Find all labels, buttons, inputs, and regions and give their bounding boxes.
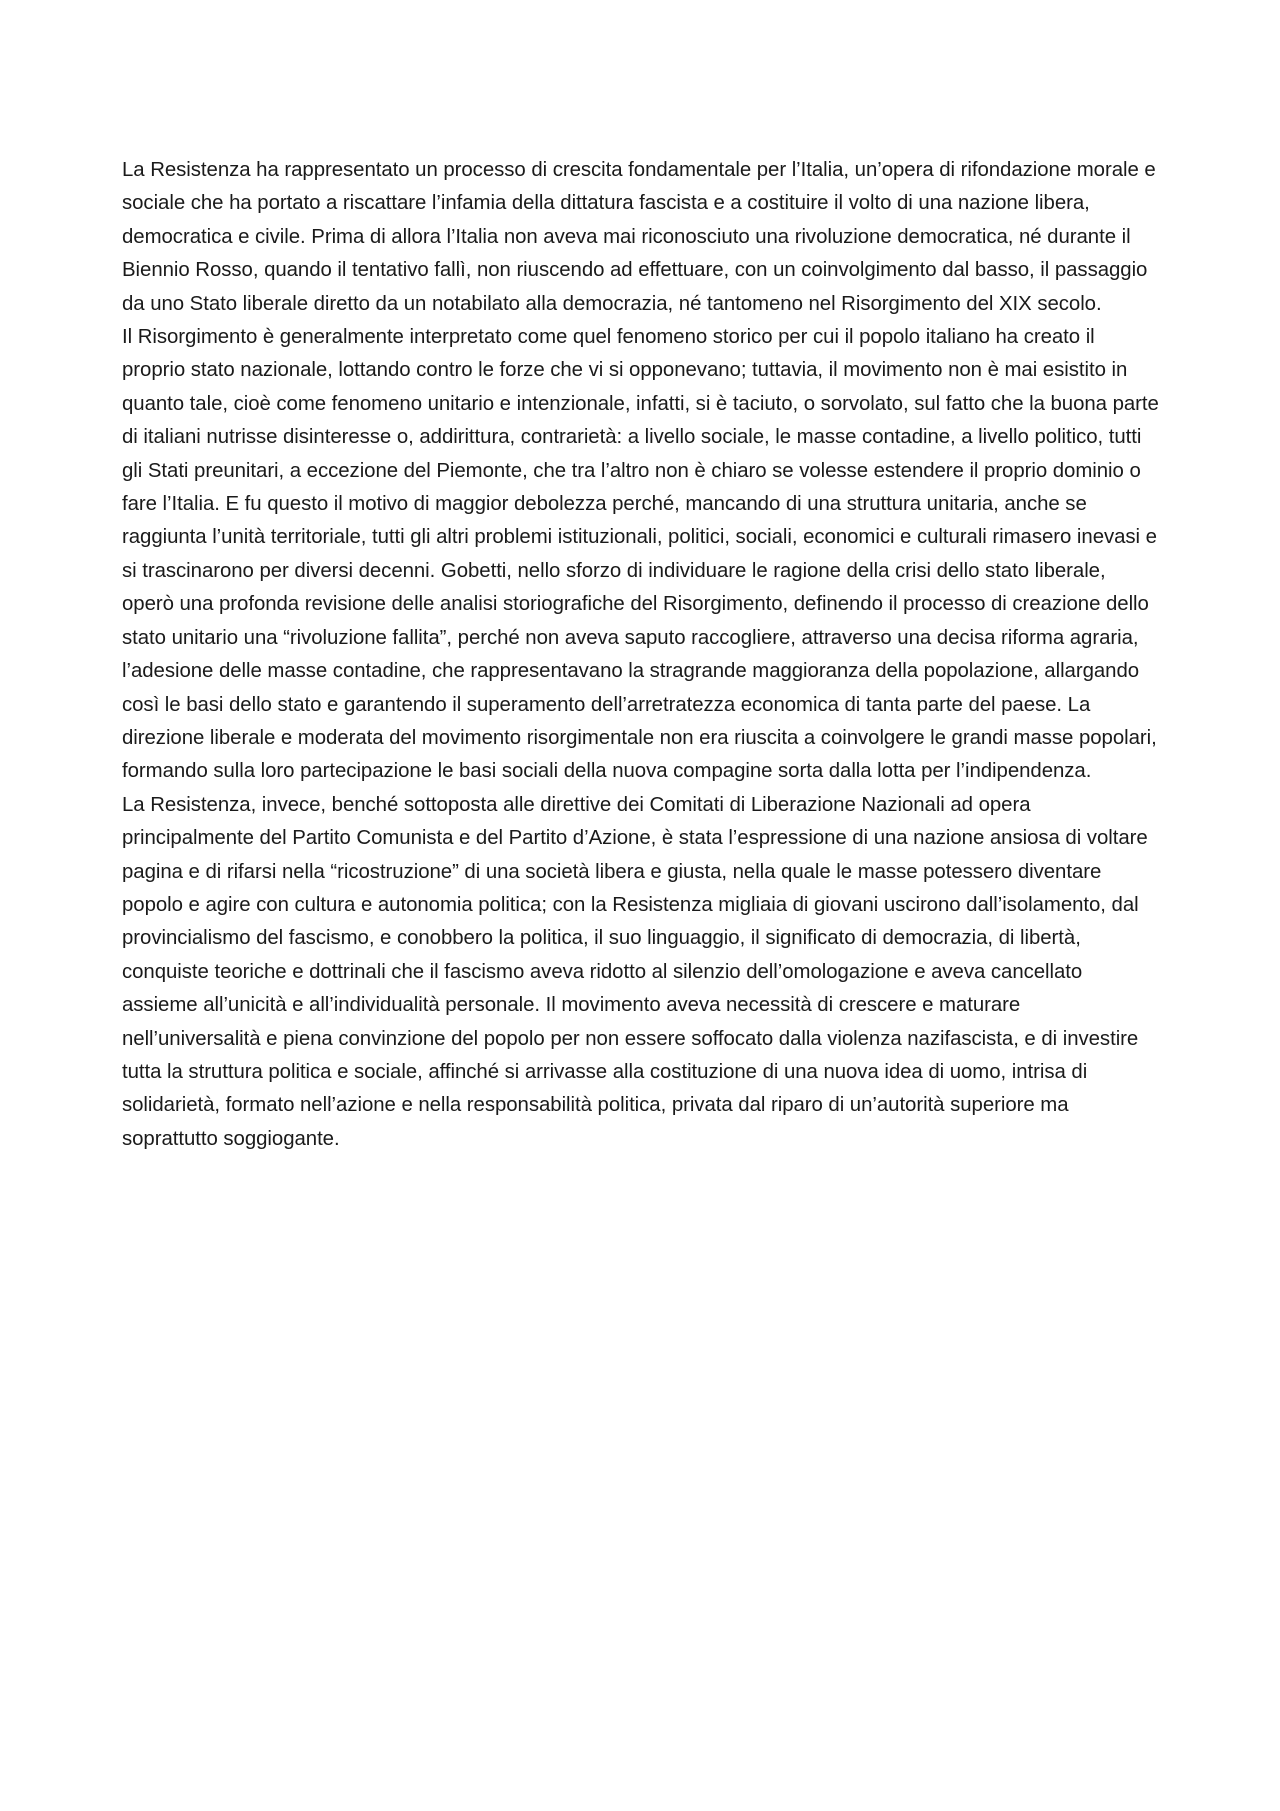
paragraph-resistenza-invece: La Resistenza, invece, benché sottoposta alle direttive dei Comitati di Liberazione Nazionali ad opera principalmente del Partito Comunista e del Partito d’Azione, è stata l’espressione di una nazione ansiosa di voltare pagina e di rifarsi nella “ricostruzione” di una società libera e giusta, nella quale le masse potessero diventare popolo e agire con cultura e autonomia politica; con la Resistenza migliaia di giovani uscirono dall’isolamento, dal provincialismo del fascismo, e conobbero la politica, il suo linguaggio, il significato di democrazia, di libertà, conquiste teoriche e dottrinali che il fascismo aveva ridotto al silenzio dell’omologazione e aveva cancellato assieme all’unicità e all’individualità personale. Il movimento aveva necessità di crescere e maturare nell’universalità e piena convinzione del popolo per non essere soffocato dalla violenza nazifascista, e di investire tutta la struttura politica e sociale, affinché si arrivasse alla costituzione di una nuova idea di uomo, intrisa di solidarietà, formato nell’azione e nella responsabilità politica, privata dal riparo di un’autorità superiore ma soprattutto soggiogante. [122, 793, 1148, 1150]
paragraph-resistenza-intro: La Resistenza ha rappresentato un processo di crescita fondamentale per l’Italia, un’opera di rifondazione morale e sociale che ha portato a riscattare l’infamia della dittatura fascista e a costituire il volto di una nazione libera, democratica e civile. Prima di allora l’Italia non aveva mai riconosciuto una rivoluzione democratica, né durante il Biennio Rosso, quando il tentativo fallì, non riuscendo ad effettuare, con un coinvolgimento dal basso, il passaggio da uno Stato liberale diretto da un notabilato alla democrazia, né tantomeno nel Risorgimento del XIX secolo. [122, 159, 1156, 315]
document-body [122, 154, 1162, 1156]
paragraph-risorgimento: Il Risorgimento è generalmente interpretato come quel fenomeno storico per cui il popolo italiano ha creato il proprio stato nazionale, lottando contro le forze che vi si opponevano; tuttavia, il movimento non è mai esistito in quanto tale, cioè come fenomeno unitario e intenzionale, infatti, si è taciuto, o sorvolato, sul fatto che la buona parte di italiani nutrisse disinteresse o, addirittura, contrarietà: a livello sociale, le masse contadine, a livello politico, tutti gli Stati preunitari, a eccezione del Piemonte, che tra l’altro non è chiaro se volesse estendere il proprio dominio o fare l’Italia. E fu questo il motivo di maggior debolezza perché, mancando di una struttura unitaria, anche se raggiunta l’unità territoriale, tutti gli altri problemi istituzionali, politici, sociali, economici e culturali rimasero inevasi e si trascinarono per diversi decenni. Gobetti, nello sforzo di individuare le ragione della crisi dello stato liberale, operò una profonda revisione delle analisi storiografiche del Risorgimento, definendo il processo di creazione dello stato unitario una “rivoluzione fallita”, perché non aveva saputo raccogliere, attraverso una decisa riforma agraria, l’adesione delle masse contadine, che rappresentavano la stragrande maggioranza della popolazione, allargando così le basi dello stato e garantendo il superamento dell’arretratezza economica di tanta parte del paese. La direzione liberale e moderata del movimento risorgimentale non era riuscita a coinvolgere le grandi masse popolari, formando sulla loro partecipazione le basi sociali della nuova compagine sorta dalla lotta per l’indipendenza. [122, 326, 1159, 783]
